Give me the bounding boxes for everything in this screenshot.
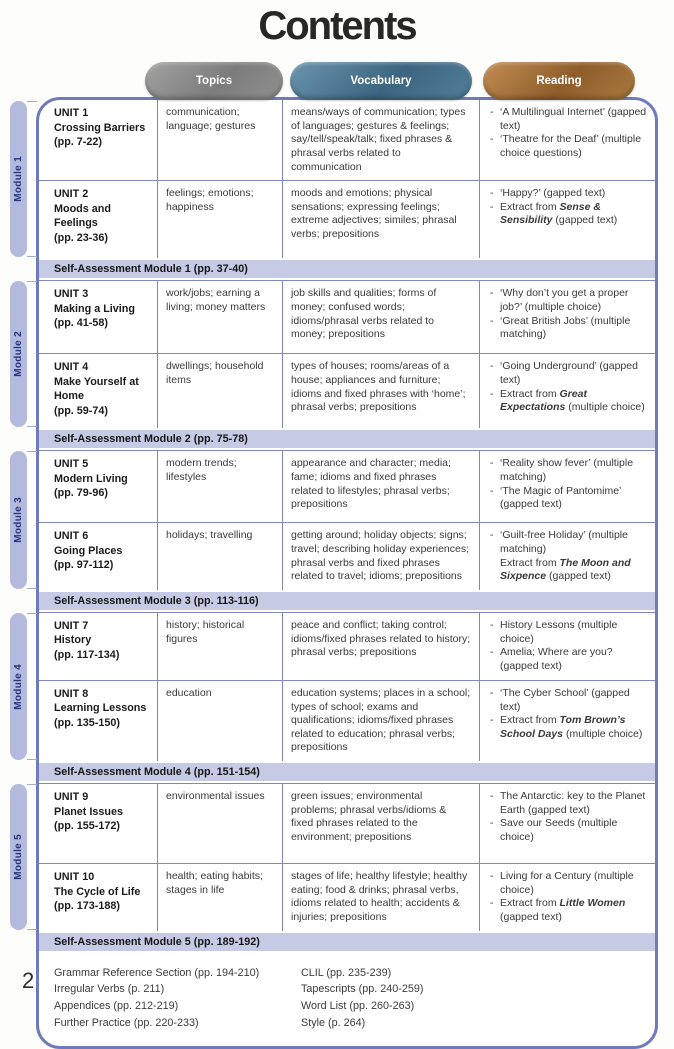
unit-pages: (pp. 59-74)	[54, 404, 108, 417]
reading-list	[490, 529, 647, 584]
reading-item: - ‘Theatre for the Deaf’ (multiple choice questions)	[490, 133, 642, 159]
reading-item: Extract from The Moon and Sixpence (gapped text)	[500, 556, 631, 583]
reading-item: - Extract from Sense & Sensibility (gapped text)	[490, 200, 618, 227]
reference-item: Appendices (pp. 212-219)	[54, 1000, 179, 1013]
vocabulary-label: Vocabulary	[350, 75, 412, 87]
unit-number: UNIT 8	[54, 687, 89, 700]
reading-cell	[479, 281, 655, 353]
reading-list	[490, 687, 647, 742]
column-header-reading	[483, 62, 635, 100]
reference-item: Irregular Verbs (p. 211)	[54, 983, 165, 996]
unit-title: Planet Issues	[54, 805, 124, 818]
unit-row-2	[39, 180, 655, 258]
unit-title: Learning Lessons	[54, 702, 147, 715]
reading-cell	[479, 451, 655, 522]
reading-item: - Living for a Century (multiple choice)	[490, 870, 634, 896]
back-matter-references	[39, 953, 655, 1046]
reading-item: - The Antarctic: key to the Planet Earth (gapped text)	[490, 790, 646, 816]
unit-cell	[39, 523, 157, 590]
topics-label: Topics	[195, 75, 233, 87]
module-3-label: Module 3	[13, 497, 24, 543]
unit-number: UNIT 4	[54, 361, 89, 374]
reading-cell	[479, 681, 655, 761]
unit-row-7	[39, 612, 655, 680]
unit-title: Moods and Feelings	[54, 202, 111, 230]
reading-item: - ‘Going Underground’ (gapped text)	[490, 360, 638, 386]
unit-title: Make Yourself at Home	[54, 375, 139, 403]
topics-cell: education	[157, 681, 282, 761]
topics-cell: dwellings; household items	[157, 354, 282, 428]
unit-title: Going Places	[54, 544, 123, 557]
topics-cell: holidays; travelling	[157, 523, 282, 590]
reading-item: - Amelia; Where are you? (gapped text)	[490, 646, 613, 672]
unit-cell	[39, 281, 157, 353]
reference-item: Grammar Reference Section (pp. 194-210)	[54, 966, 260, 979]
unit-pages: (pp. 23-36)	[54, 231, 108, 244]
reading-cell	[479, 784, 655, 863]
unit-number: UNIT 3	[54, 288, 89, 301]
column-header-topics	[145, 62, 283, 100]
module-tab-1	[10, 101, 27, 257]
unit-cell	[39, 181, 157, 258]
unit-row-9	[39, 783, 655, 863]
module-tab-5	[10, 784, 27, 930]
unit-number: UNIT 7	[54, 619, 89, 632]
reading-item: - ‘The Cyber School’ (gapped text)	[490, 686, 630, 713]
unit-cell	[39, 864, 157, 931]
unit-row-5	[39, 450, 655, 522]
reading-cell	[479, 354, 655, 428]
vocabulary-cell: means/ways of communication; types of languages; gestures & feelings; say/tell/speak/talk; fixed phrases & phrasal verbs related to communication	[282, 100, 479, 180]
reading-label: Reading	[536, 75, 582, 87]
self-assessment-module-1: Self-Assessment Module 1 (pp. 37-40)	[39, 260, 655, 278]
reference-item: CLIL (pp. 235-239)	[301, 966, 392, 979]
reading-cell	[479, 613, 655, 680]
reading-item: - Extract from Great Expectations (multiple choice)	[490, 387, 645, 414]
vocabulary-cell: types of houses; rooms/areas of a house; appliances and furniture; idioms and fixed phrases with ‘home’; phrasal verbs; prepositions	[282, 354, 479, 428]
reading-item: - ‘The Magic of Pantomime’ (gapped text)	[490, 484, 621, 511]
unit-pages: (pp. 173-188)	[54, 900, 121, 913]
unit-pages: (pp. 97-112)	[54, 559, 114, 572]
topics-cell: health; eating habits; stages in life	[157, 864, 282, 931]
unit-pages: (pp. 79-96)	[54, 487, 108, 500]
reading-cell	[479, 523, 655, 590]
unit-cell	[39, 784, 157, 863]
reading-list	[490, 360, 647, 415]
unit-cell	[39, 681, 157, 761]
unit-number: UNIT 9	[54, 791, 89, 804]
topics-cell: history; historical figures	[157, 613, 282, 680]
topics-cell: communication; language; gestures	[157, 100, 282, 180]
reading-cell	[479, 100, 655, 180]
vocabulary-cell: education systems; places in a school; types of school; exams and qualifications; idioms/fixed phrases related to education; phrasal verbs; prepositions	[282, 681, 479, 761]
reading-item: - ‘Happy?’ (gapped text)	[490, 187, 606, 200]
unit-row-4	[39, 353, 655, 428]
reading-item: - ‘Reality show fever’ (multiple matching)	[490, 457, 634, 483]
unit-cell	[39, 100, 157, 180]
unit-row-6	[39, 522, 655, 590]
unit-pages: (pp. 155-172)	[54, 820, 121, 833]
module-4-label: Module 4	[13, 663, 24, 710]
reference-item: Style (p. 264)	[301, 1016, 366, 1029]
back-matter-column-right	[301, 965, 645, 1032]
reading-list	[490, 106, 647, 161]
vocabulary-cell: stages of life; healthy lifestyle; healthy eating; food & drinks; phrasal verbs, idioms related to health; accidents & injuries; prepositions	[282, 864, 479, 931]
vocabulary-cell: job skills and qualities; forms of money; confused words; idioms/phrasal verbs related to money; prepositions	[282, 281, 479, 353]
page-title: Contents	[258, 4, 416, 48]
unit-row-3	[39, 280, 655, 353]
unit-pages: (pp. 117-134)	[54, 648, 120, 661]
module-tab-4	[10, 613, 27, 760]
unit-number: UNIT 2	[54, 188, 89, 201]
unit-number: UNIT 6	[54, 530, 89, 543]
unit-cell	[39, 451, 157, 522]
self-assessment-module-4: Self-Assessment Module 4 (pp. 151-154)	[39, 763, 655, 781]
unit-title: Making a Living	[54, 302, 135, 315]
module-1-label: Module 1	[13, 156, 24, 202]
topics-cell: modern trends; lifestyles	[157, 451, 282, 522]
unit-cell	[39, 613, 157, 680]
back-matter-column-left	[54, 965, 301, 1032]
reading-item: - History Lessons (multiple choice)	[490, 618, 618, 645]
topics-cell: work/jobs; earning a living; money matters	[157, 281, 282, 353]
reference-item: Tapescripts (pp. 240-259)	[301, 983, 424, 996]
module-2-label: Module 2	[13, 331, 24, 377]
reference-item: Word List (pp. 260-263)	[301, 1000, 415, 1013]
self-assessment-module-3: Self-Assessment Module 3 (pp. 113-116)	[39, 592, 655, 610]
unit-number: UNIT 10	[54, 871, 95, 884]
reading-list	[490, 457, 647, 512]
vocabulary-cell: peace and conflict; taking control; idioms/fixed phrases related to history; phrasal verbs; prepositions	[282, 613, 479, 680]
module-tab-3	[10, 451, 27, 589]
reading-item: - Extract from Tom Brown’s School Days (multiple choice)	[490, 714, 643, 740]
column-header-vocabulary	[290, 62, 472, 100]
unit-title: The Cycle of Life	[54, 885, 141, 898]
reading-list	[490, 187, 647, 228]
reading-item: - ‘Why don’t you get a proper job?’ (multiple choice)	[490, 287, 629, 313]
unit-row-1	[39, 100, 655, 180]
module-5-label: Module 5	[13, 834, 24, 880]
unit-row-8	[39, 680, 655, 761]
reading-list	[490, 790, 647, 845]
reading-list	[490, 619, 647, 674]
unit-title: Modern Living	[54, 472, 128, 485]
unit-pages: (pp. 41-58)	[54, 317, 108, 330]
module-tab-2	[10, 281, 27, 427]
unit-cell	[39, 354, 157, 428]
unit-pages: (pp. 7-22)	[54, 136, 102, 149]
reading-item: - ‘Guilt-free Holiday’ (multiple matching)	[490, 529, 628, 555]
reference-item: Further Practice (pp. 220-233)	[54, 1016, 199, 1029]
reading-cell	[479, 181, 655, 258]
contents-table	[36, 97, 658, 1049]
reading-list	[490, 870, 647, 925]
reading-item: - ‘Great British Jobs’ (multiple matching)	[490, 314, 631, 341]
unit-number: UNIT 5	[54, 458, 89, 471]
vocabulary-cell: appearance and character; media; fame; idioms and fixed phrases related to lifestyles; phrasal verbs; prepositions	[282, 451, 479, 522]
reading-cell	[479, 864, 655, 931]
reading-list	[490, 287, 647, 342]
vocabulary-cell: moods and emotions; physical sensations; expressing feelings; extreme adjectives; similes; phrasal verbs; prepositions	[282, 181, 479, 258]
topics-cell: feelings; emotions; happiness	[157, 181, 282, 258]
self-assessment-module-2: Self-Assessment Module 2 (pp. 75-78)	[39, 430, 655, 448]
unit-pages: (pp. 135-150)	[54, 716, 121, 729]
topics-cell: environmental issues	[157, 784, 282, 863]
unit-number: UNIT 1	[54, 107, 89, 119]
unit-title: Crossing Barriers	[54, 121, 146, 134]
reading-item: - ‘A Multilingual Internet’ (gapped text)	[490, 106, 647, 132]
reading-item: - Save our Seeds (multiple choice)	[490, 817, 618, 844]
vocabulary-cell: green issues; environmental problems; phrasal verbs/idioms & fixed phrases related to the environment; prepositions	[282, 784, 479, 863]
page-number: 2	[22, 968, 35, 993]
unit-title: History	[54, 634, 92, 647]
self-assessment-module-5: Self-Assessment Module 5 (pp. 189-192)	[39, 933, 655, 951]
reading-item: - Extract from Little Women (gapped text)	[490, 897, 626, 924]
unit-row-10	[39, 863, 655, 931]
vocabulary-cell: getting around; holiday objects; signs; travel; describing holiday experiences; phrasal verbs and fixed phrases related to travel; idioms; prepositions	[282, 523, 479, 590]
